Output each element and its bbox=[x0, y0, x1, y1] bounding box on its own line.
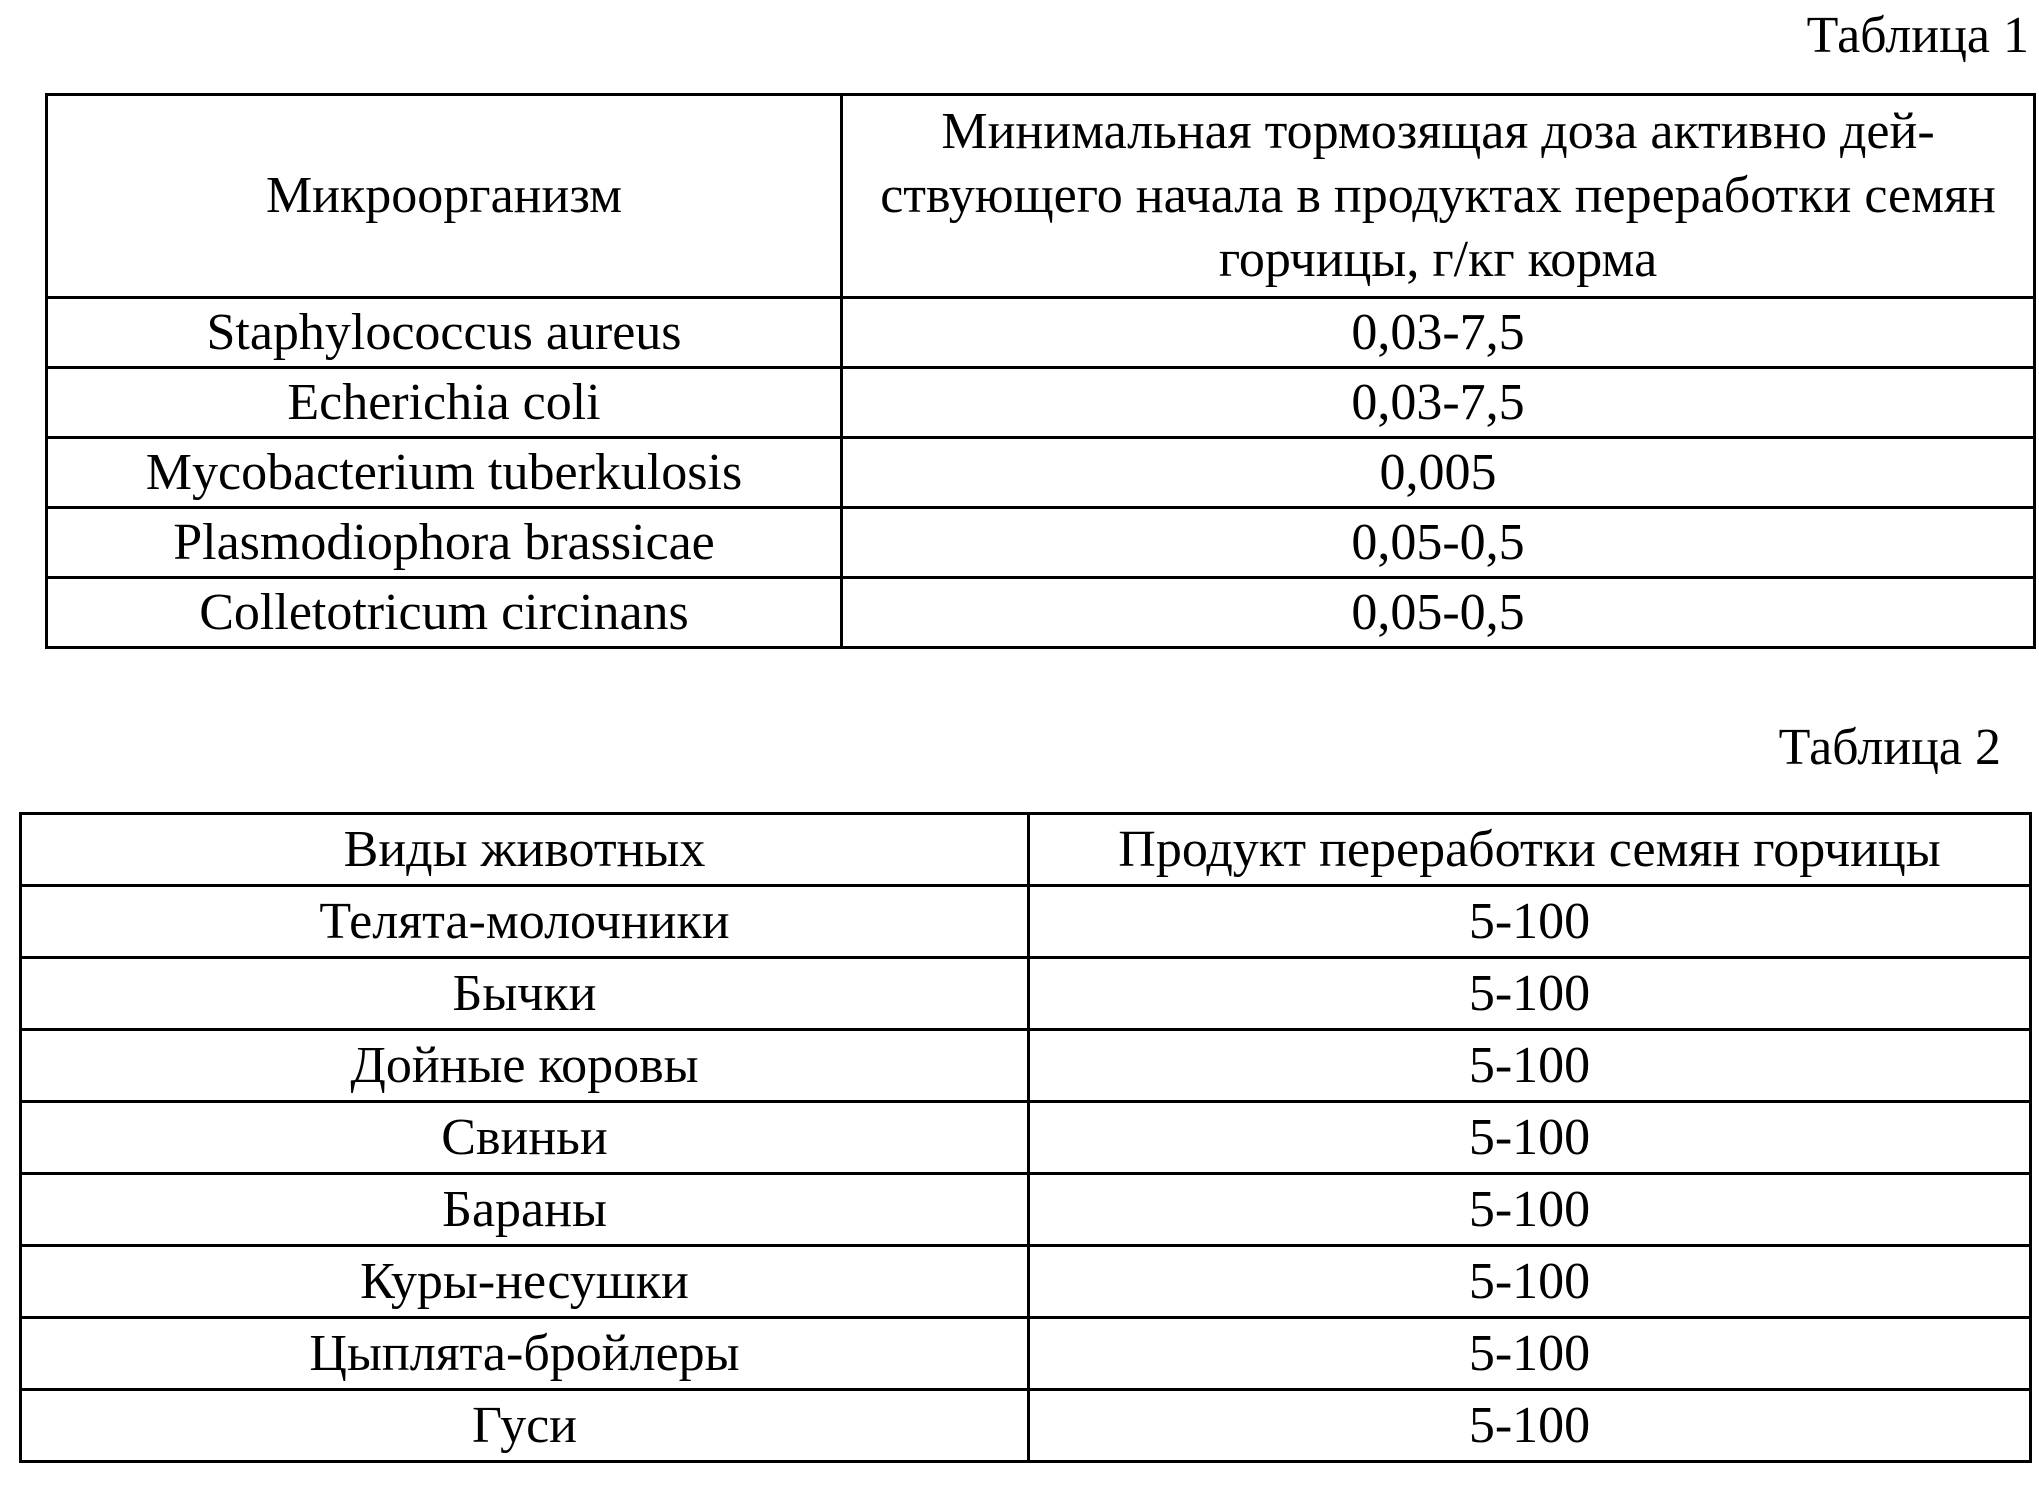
table-row bbox=[21, 1246, 2031, 1318]
dose-cell: 0,005 bbox=[842, 438, 2035, 508]
table-row bbox=[21, 1174, 2031, 1246]
table2-header-animal-type: Виды животных bbox=[21, 814, 1029, 886]
dose-cell: 0,03-7,5 bbox=[842, 368, 2035, 438]
product-cell: 5-100 bbox=[1029, 1318, 2031, 1390]
microorganism-cell: Echerichia coli bbox=[47, 368, 842, 438]
table-row bbox=[21, 958, 2031, 1030]
table1 bbox=[45, 93, 2036, 649]
table-row bbox=[21, 1390, 2031, 1462]
table2-caption: Таблица 2 bbox=[1778, 719, 2001, 776]
table2-header-row bbox=[21, 814, 2031, 886]
table-row bbox=[47, 368, 2035, 438]
table-row bbox=[21, 1030, 2031, 1102]
product-cell: 5-100 bbox=[1029, 1102, 2031, 1174]
microorganism-cell: Plasmodiophora brassicae bbox=[47, 508, 842, 578]
table-row bbox=[21, 886, 2031, 958]
table-row bbox=[47, 508, 2035, 578]
table1-header-min-dose: Минимальная тормозящая доза активно дей-ствующего начала в продуктах переработки семян горчицы, г/кг корма bbox=[842, 95, 2035, 298]
table1-caption: Таблица 1 bbox=[1806, 7, 2029, 64]
product-cell: 5-100 bbox=[1029, 886, 2031, 958]
table2-header-product: Продукт переработки семян горчицы bbox=[1029, 814, 2031, 886]
table1-header-microorganism: Микроорганизм bbox=[47, 95, 842, 298]
table1-header-row bbox=[47, 95, 2035, 298]
product-cell: 5-100 bbox=[1029, 1246, 2031, 1318]
animal-cell: Телята-молочники bbox=[21, 886, 1029, 958]
microorganism-cell: Colletotricum circinans bbox=[47, 578, 842, 648]
table-row bbox=[47, 438, 2035, 508]
animal-cell: Гуси bbox=[21, 1390, 1029, 1462]
product-cell: 5-100 bbox=[1029, 1030, 2031, 1102]
animal-cell: Свиньи bbox=[21, 1102, 1029, 1174]
product-cell: 5-100 bbox=[1029, 1174, 2031, 1246]
dose-cell: 0,05-0,5 bbox=[842, 578, 2035, 648]
animal-cell: Дойные коровы bbox=[21, 1030, 1029, 1102]
table-row bbox=[21, 1318, 2031, 1390]
animal-cell: Цыплята-бройлеры bbox=[21, 1318, 1029, 1390]
animal-cell: Куры-несушки bbox=[21, 1246, 1029, 1318]
table-row bbox=[47, 298, 2035, 368]
table2 bbox=[19, 812, 2032, 1463]
microorganism-cell: Mycobacterium tuberkulosis bbox=[47, 438, 842, 508]
dose-cell: 0,05-0,5 bbox=[842, 508, 2035, 578]
table-row bbox=[21, 1102, 2031, 1174]
product-cell: 5-100 bbox=[1029, 1390, 2031, 1462]
table-row bbox=[47, 578, 2035, 648]
animal-cell: Бычки bbox=[21, 958, 1029, 1030]
animal-cell: Бараны bbox=[21, 1174, 1029, 1246]
microorganism-cell: Staphylococcus aureus bbox=[47, 298, 842, 368]
dose-cell: 0,03-7,5 bbox=[842, 298, 2035, 368]
product-cell: 5-100 bbox=[1029, 958, 2031, 1030]
